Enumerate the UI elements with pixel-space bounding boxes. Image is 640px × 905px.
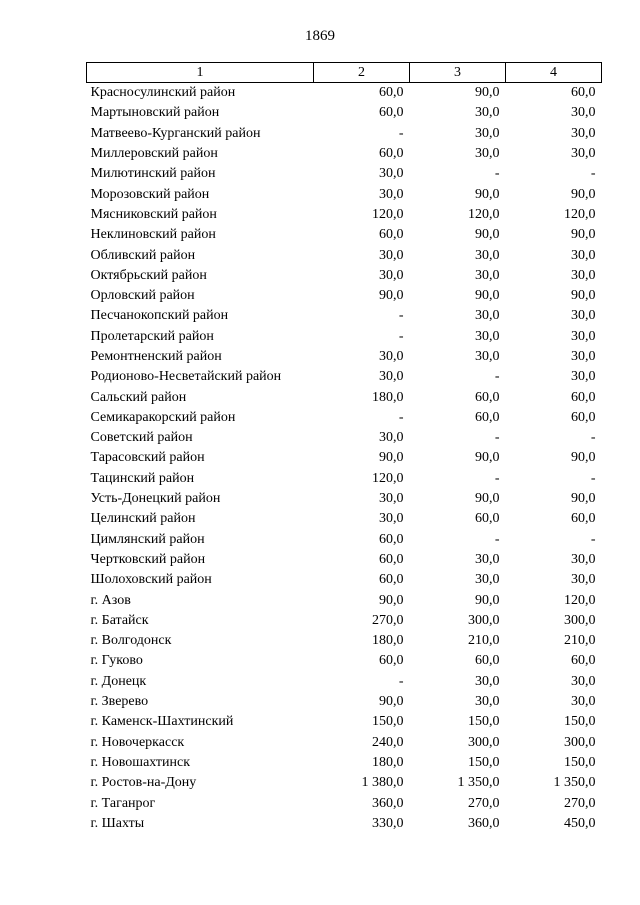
value-col-4: 150,0 [564,754,596,770]
table-row [87,530,602,550]
value-col-4: 30,0 [571,551,596,567]
column-header-4: 4 [506,63,602,83]
table-row [87,245,602,265]
row-name: г. Таганрог [90,795,156,811]
row-name: г. Шахты [90,815,145,831]
value-col-4: 90,0 [571,450,596,466]
value-col-2: - [398,125,404,141]
value-col-4: 30,0 [571,369,596,385]
value-col-2: 60,0 [379,572,404,588]
table-row [87,408,602,428]
row-name: Шолоховский район [90,572,212,588]
value-col-3: 90,0 [475,186,500,202]
row-name: г. Волгодонск [90,633,172,649]
table-row [87,712,602,732]
value-col-4: 60,0 [571,409,596,425]
value-col-4: 300,0 [564,612,596,628]
value-col-2: - [398,673,404,689]
table-row [87,428,602,448]
value-col-4: 90,0 [571,288,596,304]
value-col-2: 30,0 [379,491,404,507]
value-col-3: 30,0 [475,694,500,710]
value-col-2: 60,0 [379,551,404,567]
value-col-3: - [494,166,500,182]
value-col-2: 180,0 [372,633,404,649]
value-col-2: 30,0 [379,267,404,283]
column-header-2: 2 [314,63,410,83]
value-col-4: 300,0 [564,734,596,750]
row-name: Семикаракорский район [90,409,236,425]
value-col-2: 30,0 [379,511,404,527]
value-col-2: 30,0 [379,369,404,385]
value-col-3: - [494,369,500,385]
value-col-4: 270,0 [564,795,596,811]
value-col-4: 30,0 [571,673,596,689]
row-name: Обливский район [90,247,196,263]
row-name: г. Гуково [90,653,143,669]
value-col-3: 210,0 [468,633,500,649]
row-name: Орловский район [90,288,195,304]
value-col-2: 270,0 [372,612,404,628]
table-row [87,205,602,225]
value-col-2: 30,0 [379,166,404,182]
value-col-2: 330,0 [372,815,404,831]
value-col-2: - [398,308,404,324]
value-col-2: 60,0 [379,227,404,243]
value-col-2: 90,0 [379,592,404,608]
value-col-3: 300,0 [468,612,500,628]
row-name: Мартыновский район [90,105,220,121]
table-row [87,672,602,692]
table-row [87,286,602,306]
value-col-3: 90,0 [475,85,500,101]
row-name: Октябрьский район [90,267,207,283]
row-name: Ремонтненский район [90,349,222,364]
value-col-3: 300,0 [468,734,500,750]
row-name: Милютинский район [90,166,216,182]
row-name: Советский район [90,430,193,446]
value-col-2: 90,0 [379,288,404,304]
value-col-4: 30,0 [571,349,596,364]
value-col-4: 60,0 [571,85,596,101]
value-col-3: 60,0 [475,409,500,425]
row-name: Морозовский район [90,186,210,202]
value-col-2: 30,0 [379,349,404,364]
table-row [87,164,602,184]
table-row [87,651,602,671]
row-name: Усть-Донецкий район [90,491,221,507]
value-col-4: 30,0 [571,247,596,263]
table-row [87,266,602,286]
value-col-3: 30,0 [475,146,500,162]
value-col-4: - [590,166,596,182]
table-row [87,611,602,631]
table-row [87,124,602,144]
value-col-2: 60,0 [379,531,404,547]
table-row [87,550,602,570]
row-name: г. Каменск-Шахтинский [90,714,234,730]
value-col-4: 90,0 [571,186,596,202]
value-col-4: 30,0 [571,308,596,324]
value-col-2: 240,0 [372,734,404,750]
value-col-4: 30,0 [571,125,596,141]
value-col-3: 60,0 [475,511,500,527]
value-col-3: 30,0 [475,673,500,689]
value-col-2: 30,0 [379,186,404,202]
value-col-4: 450,0 [564,815,596,831]
value-col-4: 30,0 [571,267,596,283]
value-col-3: 30,0 [475,308,500,324]
value-col-2: 120,0 [372,470,404,486]
value-col-3: 30,0 [475,328,500,344]
value-col-2: 60,0 [379,146,404,162]
table-row [87,590,602,610]
value-col-2: 180,0 [372,754,404,770]
row-name: Тарасовский район [90,450,205,466]
table-row [87,692,602,712]
table-body [87,83,602,834]
row-name: Неклиновский район [90,227,216,243]
table-row [87,570,602,590]
table-row [87,489,602,509]
table-row [87,469,602,489]
row-name: Родионово-Несветайский район [90,369,282,385]
value-col-3: 90,0 [475,491,500,507]
value-col-3: 150,0 [468,714,500,730]
value-col-3: 30,0 [475,551,500,567]
row-name: г. Азов [90,592,131,608]
column-header-1: 1 [87,63,314,83]
value-col-4: 30,0 [571,146,596,162]
value-col-3: 90,0 [475,592,500,608]
table-row [87,144,602,164]
row-name: Красносулинский район [90,85,236,101]
row-name: Песчанокопский район [90,308,229,324]
value-col-4: 1 350,0 [553,775,596,791]
value-col-4: - [590,531,596,547]
row-name: г. Новочеркасск [90,734,185,750]
value-col-4: - [590,430,596,446]
value-col-2: 120,0 [372,206,404,222]
value-col-3: 30,0 [475,572,500,588]
value-col-4: 30,0 [571,572,596,588]
value-col-4: 60,0 [571,511,596,527]
row-name: Мясниковский район [90,206,217,222]
value-col-3: 60,0 [475,653,500,669]
value-col-4: 30,0 [571,105,596,121]
value-col-2: 60,0 [379,653,404,669]
table-row [87,793,602,813]
row-name: Матвеево-Курганский район [90,125,261,141]
table-row [87,327,602,347]
value-col-4: 210,0 [564,633,596,649]
value-col-3: 60,0 [475,389,500,405]
value-col-3: 30,0 [475,267,500,283]
column-header-3: 3 [410,63,506,83]
value-col-4: 120,0 [564,206,596,222]
row-name: г. Батайск [90,612,149,628]
value-col-3: 270,0 [468,795,500,811]
table-row [87,103,602,123]
value-col-4: 60,0 [571,389,596,405]
row-name: Пролетарский район [90,328,214,344]
table-row [87,367,602,387]
value-col-4: 120,0 [564,592,596,608]
table-row [87,753,602,773]
table-row [87,733,602,753]
row-name: г. Зверево [90,694,149,710]
value-col-3: 30,0 [475,125,500,141]
row-name: г. Новошахтинск [90,754,191,770]
allocation-table [86,62,602,834]
table-row [87,184,602,204]
value-col-4: 90,0 [571,227,596,243]
value-col-3: 30,0 [475,105,500,121]
table-row [87,306,602,326]
value-col-2: 30,0 [379,247,404,263]
value-col-3: 120,0 [468,206,500,222]
value-col-3: - [494,531,500,547]
value-col-3: 30,0 [475,247,500,263]
value-col-2: 60,0 [379,105,404,121]
row-name: Целинский район [90,511,196,527]
table-row [87,509,602,529]
value-col-4: 30,0 [571,694,596,710]
row-name: Сальский район [90,389,187,405]
row-name: Миллеровский район [90,146,218,162]
value-col-2: - [398,328,404,344]
row-name: Цимлянский район [90,531,205,547]
value-col-3: 360,0 [468,815,500,831]
value-col-3: 90,0 [475,450,500,466]
table-row [87,347,602,367]
value-col-2: 150,0 [372,714,404,730]
row-name: г. Ростов-на-Дону [90,775,197,791]
value-col-4: 60,0 [571,653,596,669]
table-row [87,225,602,245]
row-name: Тацинский район [90,470,195,486]
value-col-2: 90,0 [379,694,404,710]
value-col-2: 60,0 [379,85,404,101]
table-row [87,448,602,468]
value-col-2: 360,0 [372,795,404,811]
row-name: Чертковский район [90,551,206,567]
value-col-4: - [590,470,596,486]
value-col-2: 90,0 [379,450,404,466]
value-col-2: 30,0 [379,430,404,446]
value-col-3: 90,0 [475,288,500,304]
value-col-3: 150,0 [468,754,500,770]
value-col-3: 1 350,0 [457,775,500,791]
page-number: 1869 [305,28,335,44]
value-col-2: 180,0 [372,389,404,405]
value-col-2: 1 380,0 [361,775,404,791]
table-row [87,83,602,104]
value-col-3: 90,0 [475,227,500,243]
table-row [87,631,602,651]
table-row [87,773,602,793]
value-col-3: 30,0 [475,349,500,364]
value-col-3: - [494,470,500,486]
value-col-4: 150,0 [564,714,596,730]
value-col-3: - [494,430,500,446]
value-col-4: 90,0 [571,491,596,507]
table-row [87,387,602,407]
table-header-row [87,63,602,83]
value-col-4: 30,0 [571,328,596,344]
row-name: г. Донецк [90,673,147,689]
value-col-2: - [398,409,404,425]
table-row [87,814,602,834]
